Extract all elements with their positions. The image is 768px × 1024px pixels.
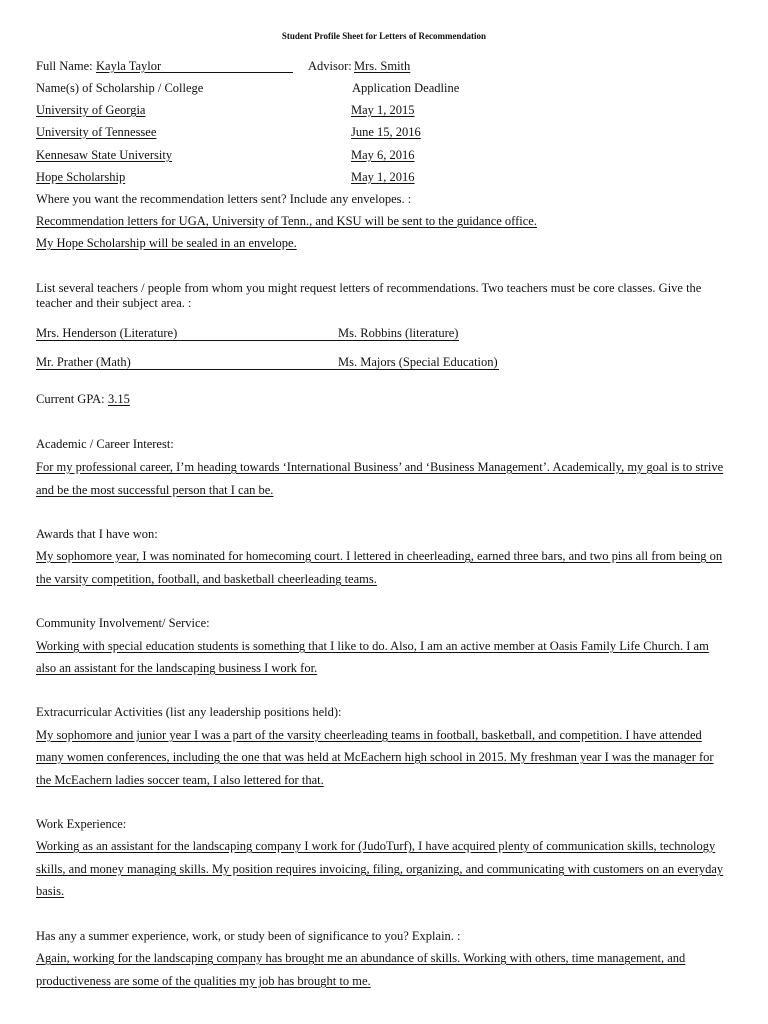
letters-question: Where you want the recommendation letters sent? Include any envelopes. : — [36, 192, 412, 206]
teacher-underline — [36, 340, 459, 341]
scholarship-deadline: May 1, 2015 — [351, 103, 415, 117]
document-title: Student Profile Sheet for Letters of Recommendation — [281, 31, 487, 41]
teacher-item: Ms. Majors (Special Education) — [338, 355, 498, 369]
full-name-value: Kayla Taylor — [96, 59, 162, 73]
section-answer-line: Again, working for the landscaping company has brought me an abundance of skills. Working with others, time management, and — [36, 951, 686, 965]
teacher-item: Mrs. Henderson (Literature) — [36, 326, 178, 340]
teacher-item: Ms. Robbins (literature) — [338, 326, 459, 340]
section-answer-line: the varsity competition, football, and basketball cheerleading teams. — [36, 572, 377, 586]
advisor-label: Advisor: — [308, 59, 352, 73]
section-answer-line: productiveness are some of the qualities my job has brought to me. — [36, 974, 371, 988]
scholarship-name: Hope Scholarship — [36, 170, 126, 184]
section-answer-line: Working with special education students is something that I like to do. Also, I am an active member at Oasis Family Life Church. I am — [36, 639, 709, 653]
letters-answer-line: Recommendation letters for UGA, University of Tenn., and KSU will be sent to the guidance office. — [36, 214, 537, 228]
section-answer-line: skills, and money managing skills. My position requires invoicing, filing, organizing, and communicating with customers on an everyday — [36, 862, 724, 876]
section-answer-line: My sophomore year, I was nominated for homecoming court. I lettered in cheerleading, earned three bars, and two pins all from being on — [36, 549, 723, 563]
scholarship-deadline: June 15, 2016 — [351, 125, 421, 139]
section-label: Extracurricular Activities (list any leadership positions held): — [36, 705, 342, 719]
section-answer-line: My sophomore and junior year I was a part of the varsity cheerleading teams in football, basketball, and competition. I have attended — [36, 728, 702, 742]
section-answer-line: the McEachern ladies soccer team, I also lettered for that. — [36, 773, 324, 787]
teachers-question-line: teacher and their subject area. : — [36, 296, 192, 310]
section-label: Academic / Career Interest: — [36, 437, 174, 451]
section-label: Has any a summer experience, work, or study been of significance to you? Explain. : — [36, 929, 461, 943]
full-name-underline — [160, 72, 293, 73]
scholarship-name: University of Tennessee — [36, 125, 157, 139]
scholarship-name: University of Georgia — [36, 103, 146, 117]
scholarship-deadline: May 6, 2016 — [351, 148, 415, 162]
section-answer-line: For my professional career, I’m heading towards ‘International Business’ and ‘Business Management’. Academically, my goal is to strive — [36, 460, 724, 474]
scholarship-column-label: Name(s) of Scholarship / College — [36, 81, 204, 95]
section-answer-line: and be the most successful person that I can be. — [36, 483, 274, 497]
section-label: Awards that I have won: — [36, 527, 158, 541]
gpa-label: Current GPA: — [36, 392, 105, 406]
section-answer-line: many women conferences, including the one that was held at McEachern high school in 2015. My freshman year I was the manager for — [36, 750, 714, 764]
teacher-underline — [36, 369, 499, 370]
section-answer-line: also an assistant for the landscaping business I work for. — [36, 661, 318, 675]
teacher-item: Mr. Prather (Math) — [36, 355, 131, 369]
section-answer-line: basis. — [36, 884, 65, 898]
advisor-value: Mrs. Smith — [354, 59, 411, 73]
scholarship-deadline: May 1, 2016 — [351, 170, 415, 184]
deadline-column-label: Application Deadline — [352, 81, 460, 95]
section-label: Community Involvement/ Service: — [36, 616, 210, 630]
full-name-label: Full Name: — [36, 59, 93, 73]
section-label: Work Experience: — [36, 817, 127, 831]
gpa-value: 3.15 — [108, 392, 130, 406]
letters-answer-line: My Hope Scholarship will be sealed in an envelope. — [36, 236, 297, 250]
scholarship-name: Kennesaw State University — [36, 148, 173, 162]
section-answer-line: Working as an assistant for the landscaping company I work for (JudoTurf), I have acquired plenty of communication skills, technology — [36, 839, 716, 853]
teachers-question-line: List several teachers / people from whom you might request letters of recommendations. Two teachers must be core classes. Give the — [36, 281, 702, 295]
